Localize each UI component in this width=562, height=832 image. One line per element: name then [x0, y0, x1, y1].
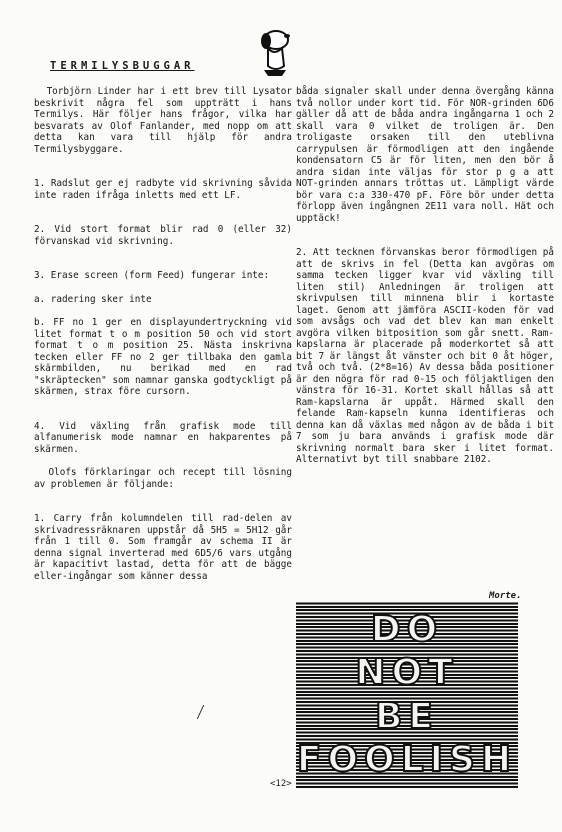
answer-1-start: 1. Carry från kolumndelen till rad-delen av skrivadressräknaren uppstår då 5H5 = 5H12 går från 1 till 0. Som framgår av schema II är denna signal inverterad med 6D5/6 vars utgång är kapacitivt lastad, detta för att de bägge eller-ingångar som känner dessa — [34, 513, 298, 582]
snoopy-mascot-icon — [254, 26, 296, 78]
do-not-be-foolish-banner — [296, 602, 518, 788]
author-signature: Morte. — [489, 591, 522, 601]
question-4: 4. Vid växling från grafisk mode till alfanumerisk mode namnar en hakparentes på skärmen. — [34, 420, 298, 455]
article-title: TERMILYSBUGGAR — [50, 60, 195, 72]
answers-intro: Olofs förklaringar och recept till lösning av problemen är följande: — [34, 467, 298, 490]
banner-line: BE — [374, 695, 440, 737]
question-1: 1. Radslut ger ej radbyte vid skrivning såvida inte raden ifråga inletts med ett LF. — [34, 178, 298, 201]
answer-2: 2. Att tecknen förvanskas beror förmodligen på att de skrivs in fel (Detta kan avgöras om samma tecken ligger kvar vid växling till liten stil) Anledningen är troligen att skrivpulsen till minnena blir i kortaste laget. Genom att jämföra ASCII-koden för vad som avsågs och vad det blev kan man enkelt avgöra vilken bitposition som går snett. Ram-kapslarna är placerade på moderkortet så att bit 7 är längst åt vänster och bit 0 åt höger, två och två. (2*8=16) Av dessa båda positioner är den nögra för rad 0-15 och följaktligen den vänstra för 16-31. Kortet skall hållas så att Ram-kapslarna är uppåt. Härmed skall den felande Ram-kapseln kunna identifieras och denna kan då växlas med någon av de båda i bit 7 som ju bara används i grafisk mode där skrivning normalt bara sker i litet format. Alternativt byt till snabbare 2102. — [296, 247, 560, 465]
question-2: 2. Vid stort format blir rad 0 (eller 32) förvanskad vid skrivning. — [34, 224, 298, 247]
left-column — [34, 86, 298, 582]
question-3: 3. Erase screen (form Feed) fungerar inte: — [34, 270, 270, 281]
answer-1-continued: båda signaler skall under denna övergång känna två nollor under kort tid. För NOR-grinden 6D6 gäller då att de båda andra ingångarna 1 och 2 skall vara 0 vilket de troligen är. Den troligaste orsaken till den uteblivna carrypulsen är förmodligen att den ingående kondensatorn C5 är för liten, men den bör å andra sidan inte väljas för stor p g a att NOT-grinden annars tröttas ut. Lämpligt värde bör vara c:a 330-470 pF. Före bör under detta förlopp även ingångnen 2E11 vara noll. Hät och upptäck! — [296, 86, 560, 224]
intro-paragraph: Torbjörn Linder har i ett brev till Lysator beskrivit några fel som uppträtt i hans Termilys. Här följer hans frågor, vilka har besvarats av Olof Fanlander, med nopp om att detta kan vara till hjälp för andra Termilysbyggare. — [34, 86, 298, 155]
banner-line: DO — [370, 608, 444, 650]
banner-line: FOOLISH — [296, 739, 518, 781]
page-number: <12> — [270, 779, 292, 789]
question-3b: b. FF no 1 ger en displayundertryckning vid litet format t o m position 50 och vid stort format t o m position 25. Nästa inskrivna tecken eller FF no 2 ger tillbaka den gamla skärmbilden, nu berikad med en rad "skräptecken" som namnar ganska godtyckligt på skärmen, strax före cursorn. — [34, 317, 298, 397]
banner-line: NOT — [355, 652, 459, 694]
question-3a: a. radering sker inte — [34, 293, 152, 305]
pen-mark — [197, 705, 211, 719]
right-column — [296, 86, 560, 466]
